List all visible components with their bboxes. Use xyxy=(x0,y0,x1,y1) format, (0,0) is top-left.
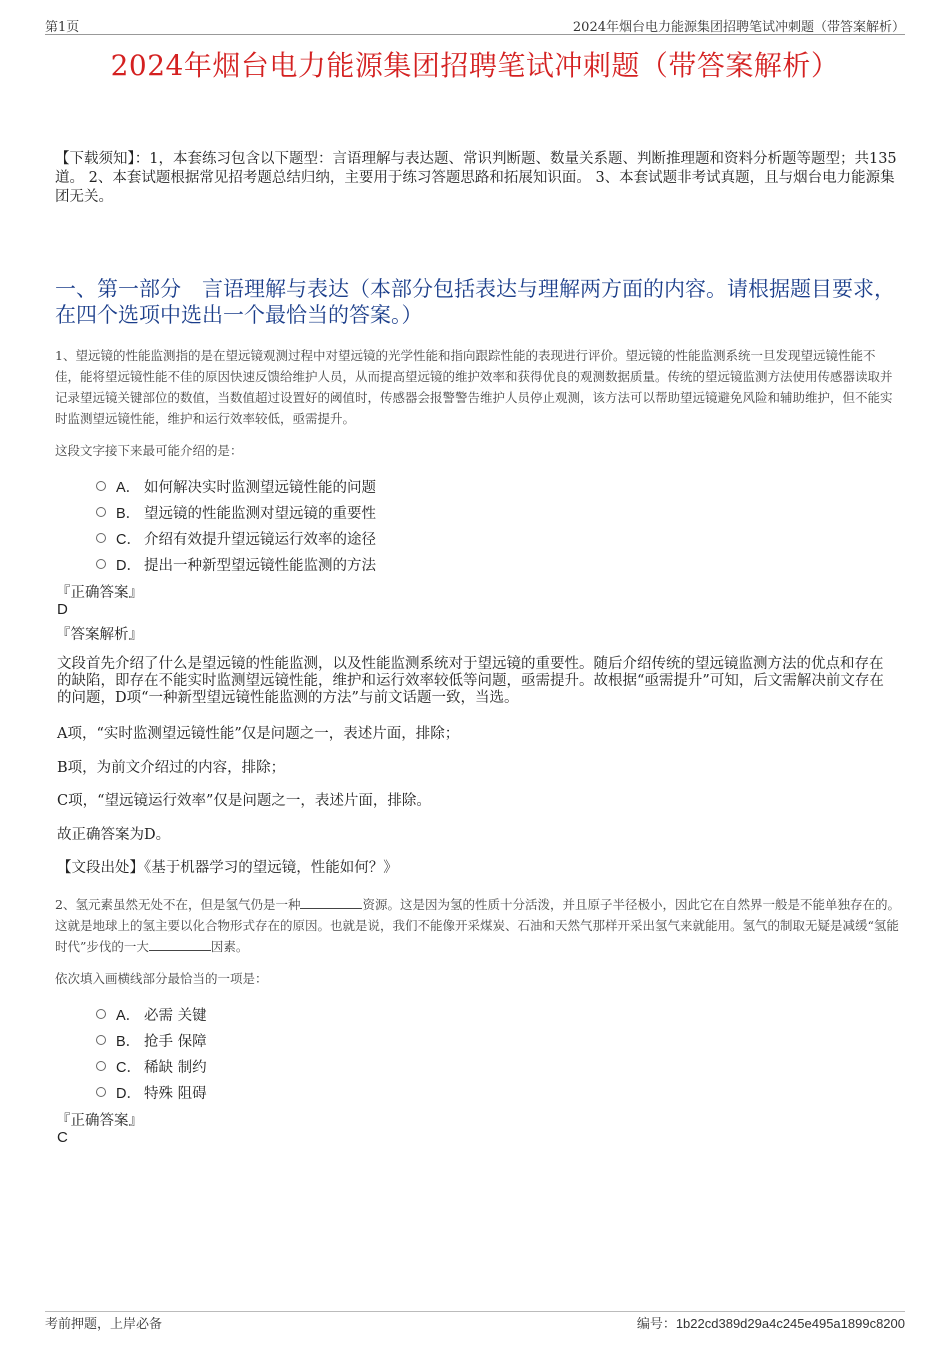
option-d[interactable] xyxy=(96,551,696,577)
header-divider xyxy=(45,34,905,35)
radio-icon[interactable] xyxy=(96,1035,106,1045)
footer-slogan: 考前押题，上岸必备 xyxy=(45,1317,163,1332)
option-letter: D． xyxy=(116,1085,141,1102)
option-letter: A． xyxy=(116,479,141,496)
radio-icon[interactable] xyxy=(96,1061,106,1071)
option-text: 特殊 阻碍 xyxy=(144,1085,207,1102)
download-notice: 【下载须知】：1，本套练习包含以下题型：言语理解与表达题、常识判断题、数量关系题、判断推理题和资料分析题等题型；共135道。 2、本套试题根据常见招考题总结归纳，主要用于练习答题思路和拓展知识面。 3、本套试题非考试真题，且与烟台电力能源集团无关。 xyxy=(55,151,897,205)
option-letter: D． xyxy=(116,557,141,574)
page-number: 第1页 xyxy=(45,20,80,35)
correct-answer: D xyxy=(57,601,68,618)
answer-label: 『正确答案』 xyxy=(56,585,143,601)
option-text: 抢手 保障 xyxy=(144,1033,207,1050)
fill-blank-2 xyxy=(149,938,211,951)
question-1-prompt: 这段文字接下来最可能介绍的是： xyxy=(55,443,243,458)
question-2-prompt: 依次填入画横线部分最恰当的一项是： xyxy=(55,971,268,986)
section-heading: 一、第一部分 言语理解与表达（本部分包括表达与理解两方面的内容。请根据题目要求，在四个选项中选出一个最恰当的答案。） xyxy=(55,277,895,327)
option-text: 稀缺 制约 xyxy=(144,1059,207,1076)
option-text: 提出一种新型望远镜性能监测的方法 xyxy=(144,557,376,574)
analysis-note-c: C项，“望远镜运行效率”仅是问题之一，表述片面，排除。 xyxy=(57,793,431,809)
radio-icon[interactable] xyxy=(96,1087,106,1097)
question-2-options xyxy=(96,1001,696,1105)
radio-icon[interactable] xyxy=(96,507,106,517)
footer-code-value: 1b22cd389d29a4c245e495a1899c8200 xyxy=(675,1316,905,1331)
question-2-text-part1: 2、氢元素虽然无处不在，但是氢气仍是一种 xyxy=(55,897,301,912)
option-letter: A． xyxy=(116,1007,141,1024)
option-d[interactable] xyxy=(96,1079,696,1105)
analysis-label: 『答案解析』 xyxy=(56,627,143,643)
analysis-note-b: B项，为前文介绍过的内容，排除； xyxy=(57,760,286,776)
option-text: 介绍有效提升望远镜运行效率的途径 xyxy=(144,531,376,548)
radio-icon[interactable] xyxy=(96,533,106,543)
option-letter: B． xyxy=(116,1033,141,1050)
footer-divider xyxy=(45,1311,905,1312)
radio-icon[interactable] xyxy=(96,1009,106,1019)
option-text: 必需 关键 xyxy=(144,1007,207,1024)
footer-code-label: 编号： xyxy=(636,1317,676,1332)
option-letter: B． xyxy=(116,505,141,522)
option-text: 如何解决实时监测望远镜性能的问题 xyxy=(144,479,376,496)
question-2-text xyxy=(55,894,900,957)
question-2-text-part3: 因素。 xyxy=(210,939,249,954)
analysis-text: 文段首先介绍了什么是望远镜的性能监测，以及性能监测系统对于望远镜的重要性。随后介绍传统的望远镜监测方法的优点和存在的缺陷，即存在不能实时监测望远镜性能，维护和运行效率较低等问题，亟需提升。故根据“亟需提升”可知，后文需解决前文存在的问题，D项“一种新型望远镜性能监测的方法”与前文话题一致，当选。 xyxy=(57,656,884,706)
option-a[interactable] xyxy=(96,1001,696,1027)
correct-answer: C xyxy=(57,1129,68,1146)
radio-icon[interactable] xyxy=(96,481,106,491)
option-b[interactable] xyxy=(96,499,696,525)
answer-label: 『正确答案』 xyxy=(56,1113,143,1129)
question-2-text-part2: 资源。这是因为氢的性质十分活泼，并且原子半径极小，因此它在自然界一般是不能单独存在的。这就是地球上的氢主要以化合物形式存在的原因。也就是说，我们不能像开采煤炭、石油和天然气那样开采出氢气来就能用。氢气的制取无疑是减缓“氢能时代”步伐的一大 xyxy=(55,897,900,954)
analysis-conclusion: 故正确答案为D。 xyxy=(57,827,171,843)
question-1-text: 1、望远镜的性能监测指的是在望远镜观测过程中对望远镜的光学性能和指向跟踪性能的表现进行评价。望远镜的性能监测系统一旦发现望远镜性能不佳，能将望远镜性能不佳的原因快速反馈给维护人员，从而提高望远镜的维护效率和获得优良的观测数据质量。传统的望远镜监测方法使用传感器读取并记录望远镜关键部位的数值，当数值超过设置好的阈值时，传感器会报警警告维护人员停止观测，该方法可以帮助望远镜避免风险和辅助维护，但不能实时监测望远镜性能，维护和运行效率较低，亟需提升。 xyxy=(55,348,893,426)
document-title: 2024年烟台电力能源集团招聘笔试冲刺题（带答案解析） xyxy=(110,49,840,82)
radio-icon[interactable] xyxy=(96,559,106,569)
option-b[interactable] xyxy=(96,1027,696,1053)
option-c[interactable] xyxy=(96,1053,696,1079)
text-source: 【文段出处】《基于机器学习的望远镜，性能如何？》 xyxy=(57,860,398,876)
option-c[interactable] xyxy=(96,525,696,551)
fill-blank-1 xyxy=(300,896,362,909)
option-letter: C． xyxy=(116,531,141,548)
footer-code xyxy=(637,1313,905,1332)
option-a[interactable] xyxy=(96,473,696,499)
header-doc-title: 2024年烟台电力能源集团招聘笔试冲刺题（带答案解析） xyxy=(572,20,905,35)
analysis-note-a: A项，“实时监测望远镜性能”仅是问题之一，表述片面，排除； xyxy=(57,726,460,742)
question-1-options xyxy=(96,473,696,577)
option-text: 望远镜的性能监测对望远镜的重要性 xyxy=(144,505,376,522)
option-letter: C． xyxy=(116,1059,141,1076)
